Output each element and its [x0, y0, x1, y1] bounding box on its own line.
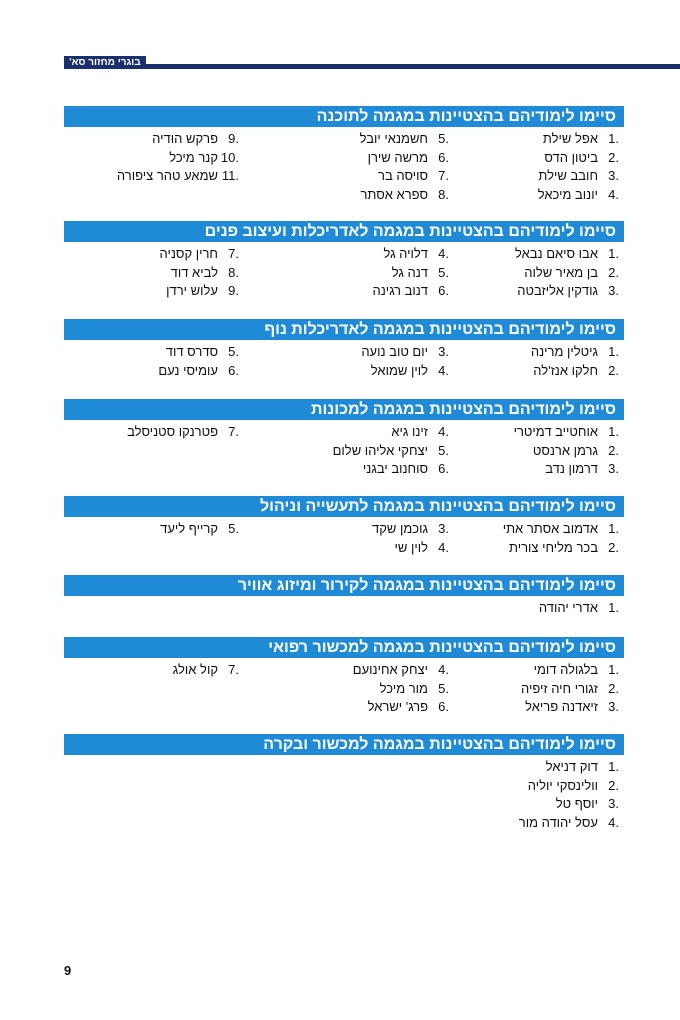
- list-item: [524, 264, 619, 282]
- item-number: 4.: [438, 246, 449, 261]
- list-item: [519, 814, 619, 832]
- list-item: [383, 245, 449, 263]
- list-item: [158, 362, 239, 380]
- item-number: 4.: [438, 539, 449, 555]
- section-title: סיימו לימודיהם בהצטיינות במגמה לאדריכלות נוף: [64, 319, 624, 340]
- student-name: לביא דוד: [170, 264, 218, 280]
- student-name: פרג' ישראל: [367, 699, 428, 714]
- student-name: וולינסקי יוליה: [527, 777, 598, 793]
- item-number: 1.: [608, 759, 619, 774]
- student-name: ביטון הדס: [544, 149, 598, 165]
- list-item: [395, 539, 450, 557]
- item-number: 8.: [228, 264, 239, 280]
- list-item: [546, 758, 619, 776]
- item-number: 5.: [438, 442, 449, 458]
- list-item: [533, 442, 619, 460]
- student-name: קול אולג: [172, 662, 218, 677]
- student-name: גיטלין מרינה: [530, 344, 598, 359]
- item-number: 5.: [438, 264, 449, 280]
- page-number: 9: [64, 963, 72, 978]
- student-name: שמאע טהר ציפורה: [116, 168, 218, 183]
- student-name: גודקין אליזבטה: [517, 283, 598, 298]
- list-item: [160, 245, 239, 263]
- name-list: [64, 755, 624, 855]
- list-item: [525, 698, 619, 716]
- honors-section: [64, 734, 624, 855]
- list-item: [333, 442, 449, 460]
- student-name: יונוב מיכאל: [537, 186, 598, 202]
- item-number: 2.: [608, 264, 619, 280]
- item-number: 6.: [438, 283, 449, 298]
- item-number: 2.: [608, 777, 619, 793]
- list-item: [392, 264, 449, 282]
- student-name: אדמוב אסתר אתי: [502, 521, 598, 536]
- item-number: 6.: [438, 699, 449, 714]
- list-item: [378, 167, 449, 185]
- item-number: 7.: [438, 168, 449, 183]
- list-item: [160, 520, 239, 538]
- student-name: פטרנקו סטניסלב: [127, 424, 218, 439]
- list-item: [171, 264, 239, 282]
- student-name: בן מאיר שלוה: [524, 264, 598, 280]
- student-name: עסל יהודה מור: [518, 814, 598, 830]
- list-item: [538, 186, 619, 204]
- student-name: דנה גל: [391, 264, 428, 280]
- student-name: אוחטייב דמיטרי: [513, 424, 598, 439]
- honors-section: [64, 106, 624, 227]
- list-item: [391, 423, 449, 441]
- item-number: 4.: [608, 186, 619, 202]
- list-item: [371, 362, 449, 380]
- list-item: [363, 460, 449, 478]
- item-number: 1.: [608, 424, 619, 439]
- item-number: 3.: [438, 344, 449, 359]
- section-title: סיימו לימודיהם בהצטיינות במגמה לקירור ומיזוג אוויר: [64, 575, 624, 596]
- student-name: גוכמן שקד: [372, 521, 428, 536]
- student-name: קנר מיכל: [169, 149, 218, 165]
- list-item: [152, 130, 239, 148]
- list-item: [503, 520, 619, 538]
- item-number: 7.: [228, 246, 239, 261]
- item-number: 2.: [608, 539, 619, 555]
- list-item: [514, 423, 619, 441]
- student-name: דנוב רגינה: [372, 283, 428, 298]
- student-name: יצחק אחינועם: [352, 662, 428, 677]
- item-number: 1.: [608, 662, 619, 677]
- item-number: 6.: [438, 461, 449, 476]
- item-number: 1.: [608, 600, 619, 615]
- student-name: גרמן ארנסט: [532, 442, 598, 458]
- student-name: דלויה גל: [383, 246, 428, 261]
- list-item: [533, 362, 619, 380]
- list-item: [353, 661, 449, 679]
- list-item: [509, 539, 619, 557]
- list-item: [556, 795, 619, 813]
- student-name: אדרי יהודה: [538, 600, 598, 615]
- student-name: ספרא אסתר: [360, 186, 428, 202]
- section-title: סיימו לימודיהם בהצטיינות במגמה לאדריכלות ועיצוב פנים: [64, 221, 624, 242]
- student-name: קרייף ליעד: [160, 521, 218, 536]
- student-name: עומיסי נעם: [158, 362, 218, 378]
- list-item: [373, 282, 450, 300]
- item-number: 3.: [608, 283, 619, 298]
- list-item: [127, 423, 239, 441]
- student-name: זינו גיא: [391, 424, 428, 439]
- student-name: זיאדנה פריאל: [525, 699, 598, 714]
- list-item: [117, 167, 239, 185]
- item-number: 3.: [608, 699, 619, 714]
- student-name: חלקו אנז'לה: [533, 362, 598, 378]
- list-item: [545, 460, 619, 478]
- student-name: זגורי חיה זיפיה: [520, 680, 598, 696]
- item-number: 9.: [228, 131, 239, 146]
- item-number: 3.: [438, 521, 449, 536]
- student-name: חרין קסניה: [159, 246, 218, 261]
- list-item: [528, 777, 619, 795]
- list-item: [169, 149, 239, 167]
- list-item: [368, 149, 449, 167]
- list-item: [534, 661, 619, 679]
- student-name: דוק דניאל: [545, 759, 598, 774]
- list-item: [372, 520, 449, 538]
- list-item: [166, 343, 239, 361]
- item-number: 3.: [608, 796, 619, 811]
- item-number: 7.: [228, 662, 239, 677]
- list-item: [380, 680, 449, 698]
- list-item: [543, 130, 619, 148]
- list-item: [517, 282, 619, 300]
- section-title: סיימו לימודיהם בהצטיינות במגמה לתעשייה וניהול: [64, 496, 624, 517]
- list-item: [539, 599, 619, 617]
- item-number: 4.: [608, 814, 619, 830]
- list-item: [544, 149, 619, 167]
- item-number: 1.: [608, 131, 619, 146]
- item-number: 10.: [220, 149, 239, 165]
- item-number: 6.: [438, 149, 449, 165]
- student-name: אבו סיאם נבאל: [514, 246, 598, 261]
- student-name: חשמנאי יובל: [359, 131, 428, 146]
- student-name: לוין שי: [394, 539, 428, 555]
- section-title: סיימו לימודיהם בהצטיינות במגמה למכונות: [64, 399, 624, 420]
- student-name: מרשה שירן: [367, 149, 428, 165]
- student-name: יום טוב נועה: [361, 344, 428, 359]
- student-name: אפל שילת: [542, 131, 598, 146]
- item-number: 7.: [228, 424, 239, 439]
- section-title: סיימו לימודיהם בהצטיינות במגמה לתוכנה: [64, 106, 624, 127]
- student-name: לוין שמואל: [370, 362, 428, 378]
- item-number: 5.: [228, 344, 239, 359]
- running-title: בוגרי מחזור סא': [64, 56, 146, 69]
- list-item: [515, 245, 619, 263]
- item-number: 2.: [608, 442, 619, 458]
- section-title: סיימו לימודיהם בהצטיינות במגמה למכשור רפואי: [64, 637, 624, 658]
- item-number: 4.: [438, 662, 449, 677]
- student-name: יצחקי אליהו שלום: [332, 442, 428, 458]
- list-item: [521, 680, 619, 698]
- item-number: 6.: [228, 362, 239, 378]
- item-number: 11.: [221, 168, 239, 183]
- item-number: 2.: [608, 149, 619, 165]
- student-name: חובב שילת: [538, 168, 598, 183]
- student-name: מור מיכל: [379, 680, 428, 696]
- name-list: [64, 127, 624, 227]
- item-number: 3.: [608, 461, 619, 476]
- student-name: בלגולה דומי: [533, 662, 598, 677]
- section-title: סיימו לימודיהם בהצטיינות במגמה למכשור ובקרה: [64, 734, 624, 755]
- item-number: 1.: [608, 246, 619, 261]
- student-name: פרקש הודיה: [152, 131, 218, 146]
- item-number: 4.: [438, 424, 449, 439]
- list-item: [368, 698, 449, 716]
- item-number: 4.: [438, 362, 449, 378]
- student-name: דרמון נדב: [545, 461, 598, 476]
- student-name: בכר מליחי צורית: [508, 539, 598, 555]
- item-number: 2.: [608, 362, 619, 378]
- list-item: [531, 343, 619, 361]
- item-number: 5.: [228, 521, 239, 536]
- item-number: 1.: [608, 344, 619, 359]
- list-item: [360, 130, 449, 148]
- student-name: יוסף טל: [555, 796, 598, 811]
- list-item: [538, 167, 619, 185]
- list-item: [166, 282, 239, 300]
- student-name: סדרס דוד: [165, 344, 218, 359]
- item-number: 1.: [608, 521, 619, 536]
- student-name: עלוש ירדן: [166, 283, 218, 298]
- student-name: סויסה בר: [378, 168, 428, 183]
- list-item: [360, 186, 449, 204]
- item-number: 3.: [608, 168, 619, 183]
- list-item: [173, 661, 239, 679]
- item-number: 5.: [438, 680, 449, 696]
- item-number: 9.: [228, 283, 239, 298]
- item-number: 2.: [608, 680, 619, 696]
- student-name: סוחנוב יבגני: [362, 461, 428, 476]
- item-number: 5.: [438, 131, 449, 146]
- item-number: 8.: [438, 186, 449, 202]
- list-item: [361, 343, 449, 361]
